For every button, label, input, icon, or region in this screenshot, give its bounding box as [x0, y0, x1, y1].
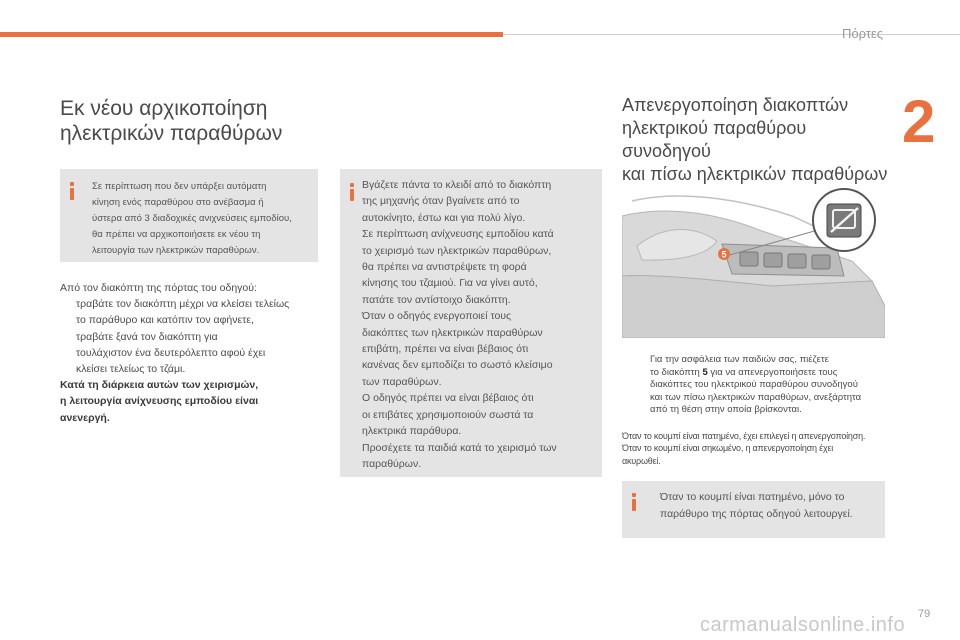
- left-heading-line-2: ηλεκτρικών παραθύρων: [60, 122, 283, 145]
- right-heading-line-2: ηλεκτρικού παραθύρου συνοδηγού: [622, 118, 807, 161]
- info-line: αυτοκίνητο, έστω και για πολύ λίγο.: [362, 211, 526, 224]
- info-box-driver-only: [622, 481, 885, 538]
- instruction-line: Για την ασφάλεια των παιδιών σας, πιέζετε: [650, 354, 829, 365]
- instruction-line: διακόπτες του ηλεκτρικού παραθύρου συνοδηγού: [650, 379, 858, 391]
- info-line: Βγάζετε πάντα το κλειδί από το διακόπτη: [362, 179, 552, 191]
- instruction-line: το διακόπτη: [650, 366, 700, 378]
- right-heading: [622, 94, 892, 186]
- warning-note: [60, 377, 322, 426]
- info-box-safety: [340, 169, 602, 477]
- info-line: το χειρισμό των ηλεκτρικών παραθύρων,: [362, 244, 552, 257]
- bullet-line: κλείσει τελείως το τζάμι.: [76, 363, 186, 376]
- chapter-number: 2: [902, 88, 936, 155]
- status-line: Όταν το κουμπί είναι σηκωμένο, η απενεργοποίηση έχει: [622, 443, 834, 454]
- info-line: ηλεκτρικά παράθυρα.: [362, 425, 462, 438]
- info-line: διακόπτες των ηλεκτρικών παραθύρων: [362, 326, 543, 339]
- watermark: carmanualsonline.info: [700, 614, 906, 636]
- info-line: της μηχανής όταν βγαίνετε από το: [362, 195, 520, 208]
- warning-line: η λειτουργία ανίχνευσης εμποδίου είναι: [60, 395, 259, 408]
- info-line: των παραθύρων.: [362, 375, 442, 388]
- info-box-text: [362, 177, 597, 472]
- bullet-icon: [622, 354, 650, 417]
- info-line: λειτουργία των ηλεκτρικών παραθύρων.: [92, 245, 260, 256]
- reinit-instructions: [60, 280, 322, 426]
- info-line: οι επιβάτες χρησιμοποιούν σωστά τα: [362, 408, 534, 421]
- bullet-line: το παράθυρο και κατόπιν τον αφήνετε,: [76, 314, 254, 327]
- instruction-line: για να απενεργοποιήσετε τους: [710, 366, 838, 378]
- info-line: παράθυρο της πόρτας οδηγού λειτουργεί.: [660, 508, 853, 520]
- section-title: Πόρτες: [842, 26, 884, 41]
- warning-line: ανενεργή.: [60, 411, 110, 424]
- left-heading-line-1: Εκ νέου αρχικοποίηση: [60, 97, 268, 120]
- warning-line: Κατά τη διάρκεια αυτών των χειρισμών,: [60, 379, 259, 392]
- right-heading-line-1: Απενεργοποίηση διακοπτών: [622, 95, 849, 115]
- info-line: κίνηση ενός παραθύρου στο ανέβασμα ή: [92, 197, 264, 208]
- info-line: παραθύρων.: [362, 457, 422, 470]
- info-line: Σε περίπτωση που δεν υπάρξει αυτόματη: [92, 181, 267, 192]
- bullet-icon: [60, 296, 76, 328]
- info-line: κίνησης του τζαμιού. Για να γίνει αυτό,: [362, 277, 538, 290]
- info-line: πατάτε τον αντίστοιχο διακόπτη.: [362, 293, 511, 306]
- status-line: ακυρωθεί.: [622, 455, 661, 466]
- info-icon: [70, 182, 74, 200]
- header-accent-bar: [0, 32, 503, 37]
- info-line: θα πρέπει να αρχικοποιήσετε εκ νέου τη: [92, 229, 261, 240]
- instruction-line: και των πίσω ηλεκτρικών παραθύρων, ανεξάρτητα: [650, 391, 862, 403]
- bullet-item: [60, 329, 322, 378]
- right-heading-line-3: και πίσω ηλεκτρικών παραθύρων: [622, 164, 888, 184]
- info-line: Ο οδηγός πρέπει να είναι βέβαιος ότι: [362, 392, 534, 405]
- page-number: 79: [918, 608, 931, 620]
- info-icon: [350, 183, 354, 201]
- info-line: επιβάτη, πρέπει να είναι βέβαιος ότι: [362, 343, 529, 356]
- callout-number: 5: [721, 249, 727, 260]
- status-line: Όταν το κουμπί είναι πατημένο, έχει επιλεγεί η απενεργοποίηση.: [622, 431, 866, 441]
- intro-text: Από τον διακόπτη της πόρτας του οδηγού:: [60, 282, 257, 294]
- door-lower-panel: [622, 276, 885, 338]
- window-switch: [764, 253, 782, 267]
- info-line: Προσέχετε τα παιδιά κατά το χειρισμό των: [362, 441, 557, 454]
- bullet-icon: [60, 329, 76, 378]
- info-line: Όταν ο οδηγός ενεργοποιεί τους: [362, 310, 512, 323]
- bullet-line: τραβάτε ξανά τον διακόπτη για: [76, 330, 218, 343]
- switch-number: 5: [702, 366, 708, 378]
- bullet-text: [76, 329, 265, 378]
- info-line: ύστερα από 3 διαδοχικές ανιχνεύσεις εμποδίου,: [92, 213, 292, 224]
- window-switch: [740, 252, 758, 266]
- instruction-line: από τη θέση στην οποία βρίσκονται.: [650, 404, 802, 416]
- bullet-line: τραβάτε τον διακόπτη μέχρι να κλείσει τελείως: [76, 298, 290, 311]
- bullet-line: τουλάχιστον ένα δευτερόλεπτο αφού έχει: [76, 346, 266, 359]
- window-switch: [788, 254, 806, 268]
- header-rule: [503, 34, 960, 35]
- door-panel-illustration: [622, 186, 885, 338]
- child-lock-instruction: [622, 354, 887, 417]
- info-line: Όταν το κουμπί είναι πατημένο, μόνο το: [660, 491, 845, 503]
- bullet-item: [60, 296, 322, 328]
- info-box-text: [92, 179, 314, 259]
- instruction-text: [650, 354, 861, 417]
- info-line: Σε περίπτωση ανίχνευσης εμποδίου κατά: [362, 228, 554, 241]
- info-box-reinit: [60, 169, 318, 262]
- left-heading: [60, 96, 330, 146]
- button-status-note: [622, 430, 890, 467]
- info-box-text: [660, 489, 882, 523]
- bullet-text: [76, 296, 289, 328]
- info-line: κανένας δεν εμποδίζει το σωστό κλείσιμο: [362, 359, 553, 372]
- window-switch: [812, 255, 830, 269]
- info-icon: [632, 493, 636, 511]
- info-line: θα πρέπει να αντιστρέψετε τη φορά: [362, 261, 527, 274]
